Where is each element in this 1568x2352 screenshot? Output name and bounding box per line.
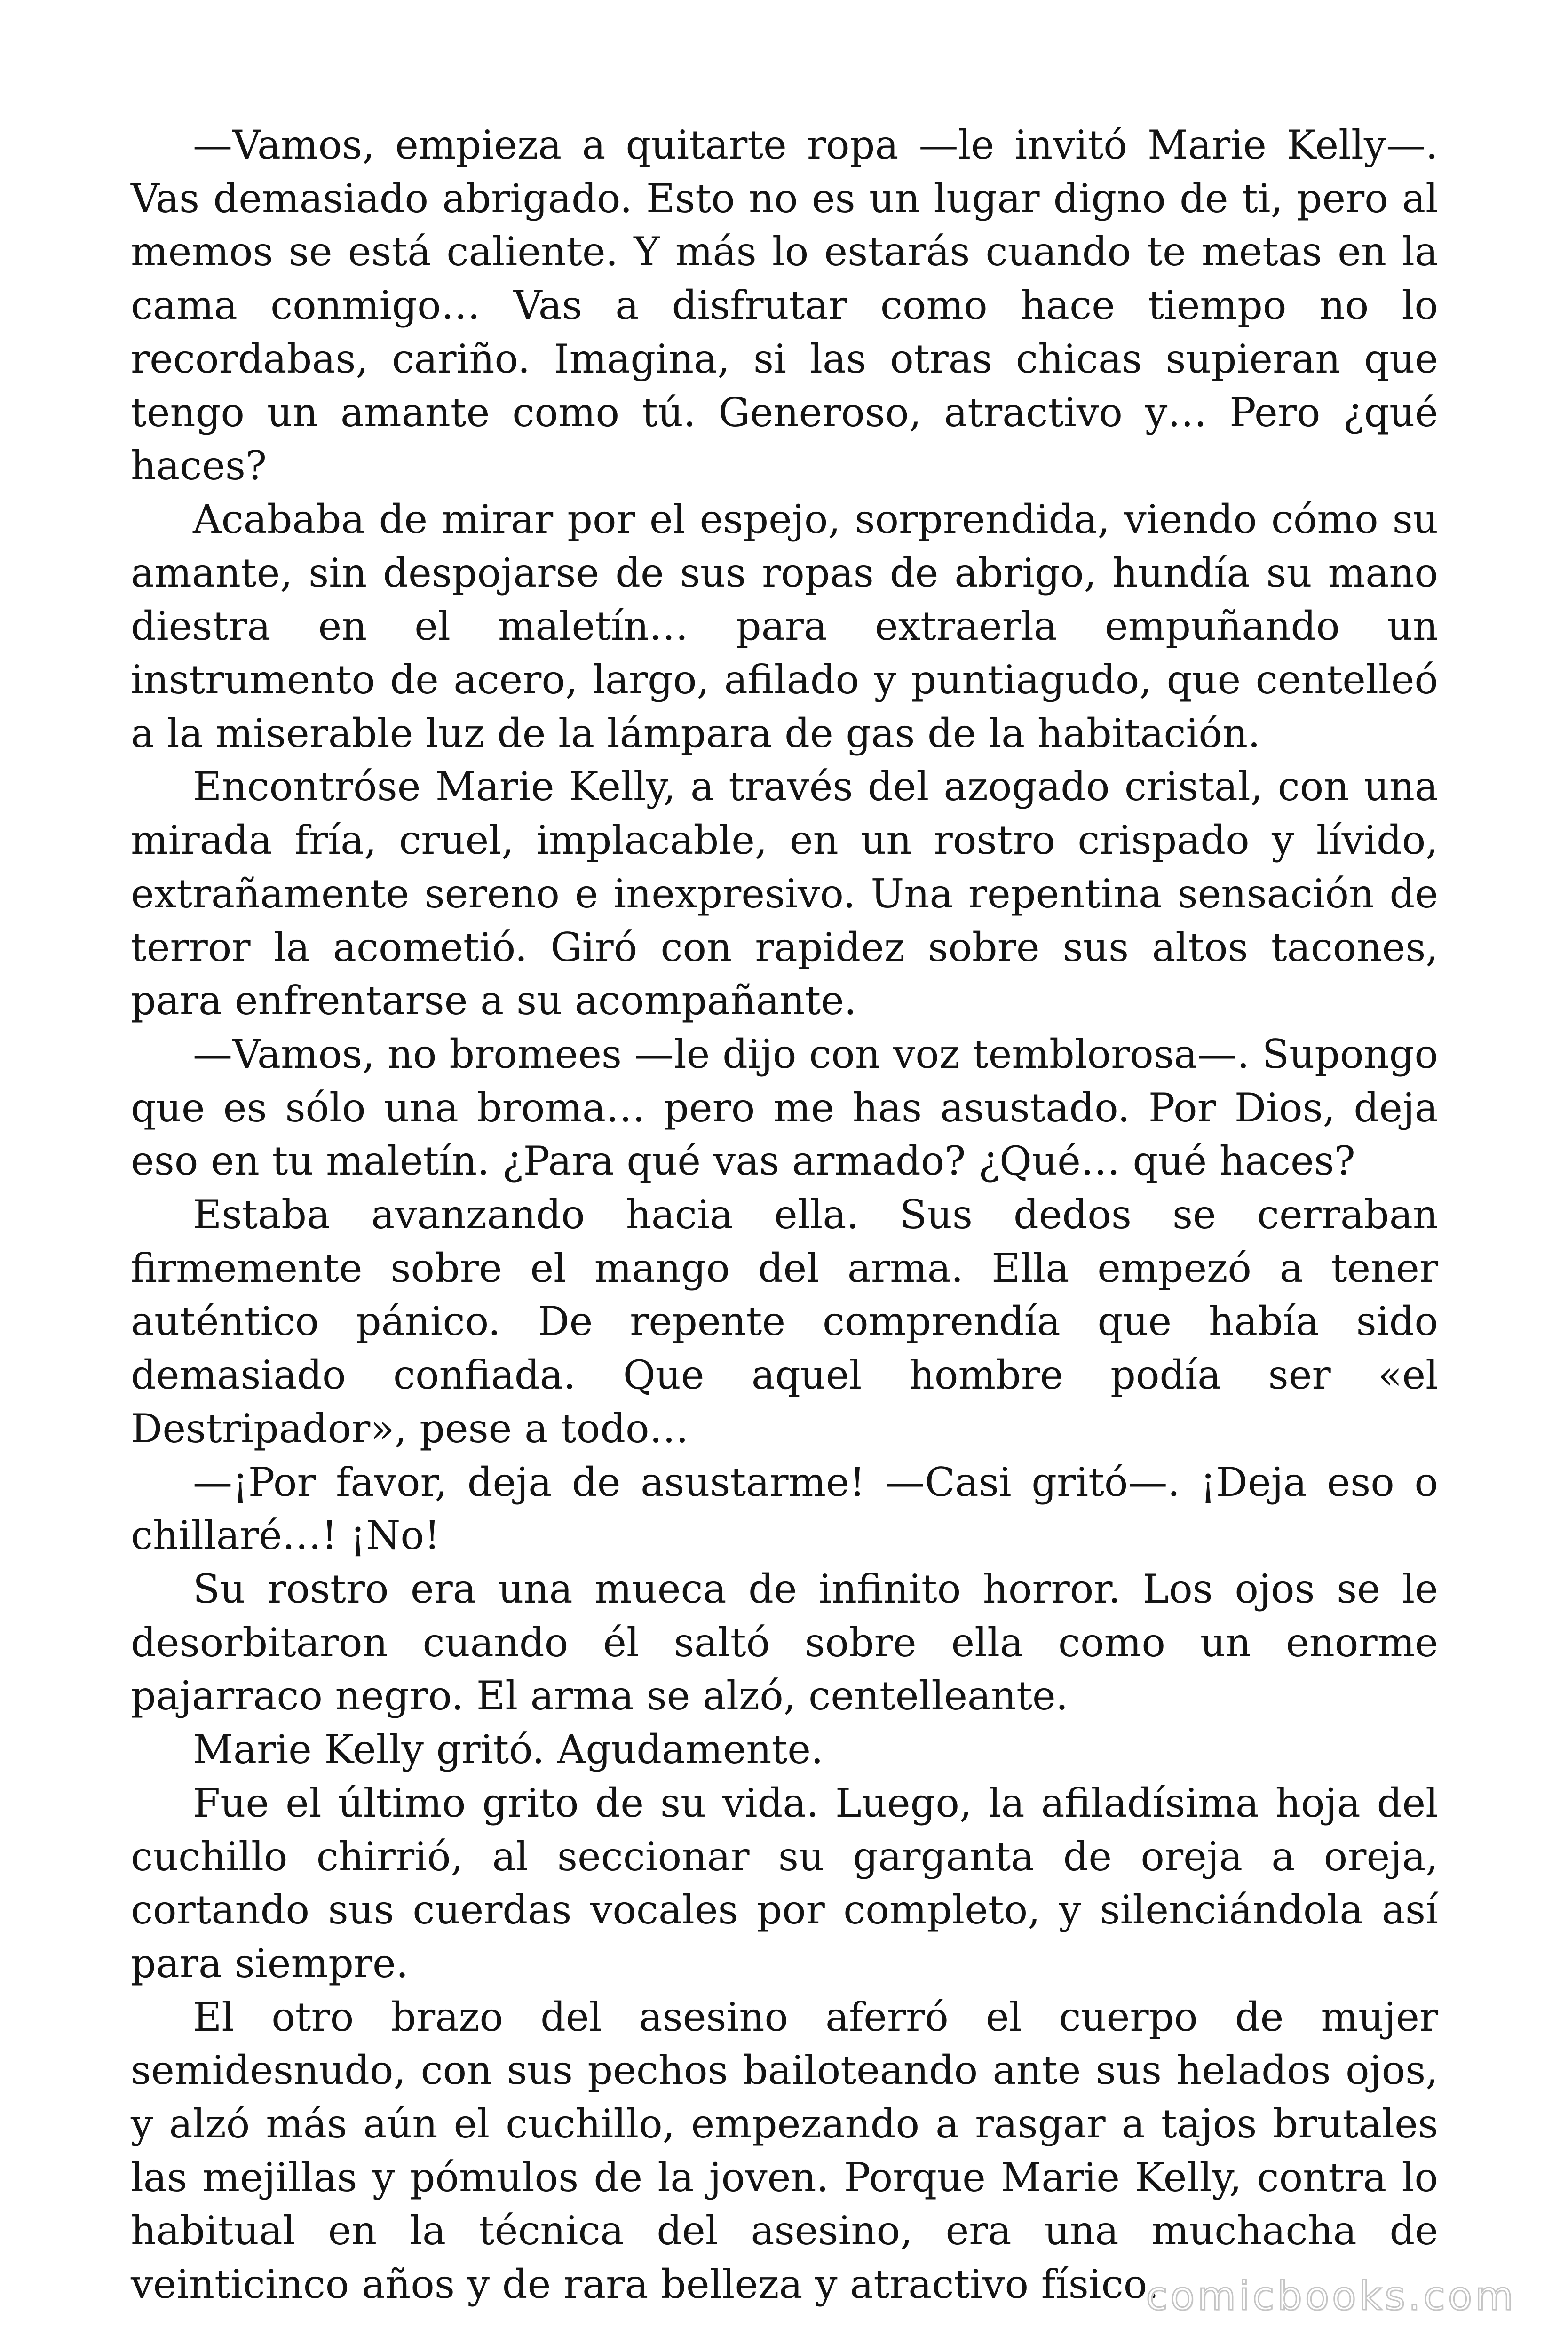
paragraph: Acababa de mirar por el espejo, sorprendida, viendo cómo su amante, sin despojarse de sus ropas de abrigo, hundía su mano diestra en el maletín… para extraerla empuñando un instrumento de acero, largo, afilado y puntiagudo, que centelleó a la miserable luz de la lámpara de gas de la habitación.	[131, 496, 1438, 756]
paragraph: —Vamos, no bromees —le dijo con voz temblorosa—. Supongo que es sólo una broma… pero me has asustado. Por Dios, deja eso en tu maletín. ¿Para qué vas armado? ¿Qué… qué haces?	[131, 1031, 1438, 1184]
paragraph: Encontróse Marie Kelly, a través del azogado cristal, con una mirada fría, cruel, implacable, en un rostro crispado y lívido, extrañamente sereno e inexpresivo. Una repentina sensación de terror la acometió. Giró con rapidez sobre sus altos tacones, para enfrentarse a su acompañante.	[131, 763, 1438, 1024]
paragraph: —¡Por favor, deja de asustarme! —Casi gritó—. ¡Deja eso o chillaré…! ¡No!	[131, 1459, 1438, 1559]
paragraph: El otro brazo del asesino aferró el cuerpo de mujer semidesnudo, con sus pechos bailoteando ante sus helados ojos, y alzó más aún el cuchillo, empezando a rasgar a tajos brutales las mejillas y pómulos de la joven. Porque Marie Kelly, contra lo habitual en la técnica del asesino, era una muchacha de veinticinco años y de rara belleza y atractivo físico.	[131, 1994, 1438, 2308]
paragraph: Su rostro era una mueca de infinito horror. Los ojos se le desorbitaron cuando él saltó sobre ella como un enorme pajarraco negro. El arma se alzó, centelleante.	[131, 1565, 1438, 1719]
paragraph: Estaba avanzando hacia ella. Sus dedos se cerraban firmemente sobre el mango del arma. Ella empezó a tener auténtico pánico. De repente comprendía que había sido demasiado confiada. Que aquel hombre podía ser «el Destripador», pese a todo…	[131, 1192, 1438, 1452]
body-text	[131, 119, 1438, 2312]
paragraph: —Vamos, empieza a quitarte ropa —le invitó Marie Kelly—. Vas demasiado abrigado. Esto no es un lugar digno de ti, pero al memos se está caliente. Y más lo estarás cuando te metas en la cama conmigo… Vas a disfrutar como hace tiempo no lo recordabas, cariño. Imagina, si las otras chicas supieran que tengo un amante como tú. Generoso, atractivo y… Pero ¿qué haces?	[131, 122, 1438, 489]
site-watermark: comicbooks.com	[1146, 2273, 1516, 2319]
paragraph: Fue el último grito de su vida. Luego, la afiladísima hoja del cuchillo chirrió, al seccionar su garganta de oreja a oreja, cortando sus cuerdas vocales por completo, y silenciándola así para siempre.	[131, 1780, 1438, 1986]
paragraph: Marie Kelly gritó. Agudamente.	[193, 1726, 824, 1773]
